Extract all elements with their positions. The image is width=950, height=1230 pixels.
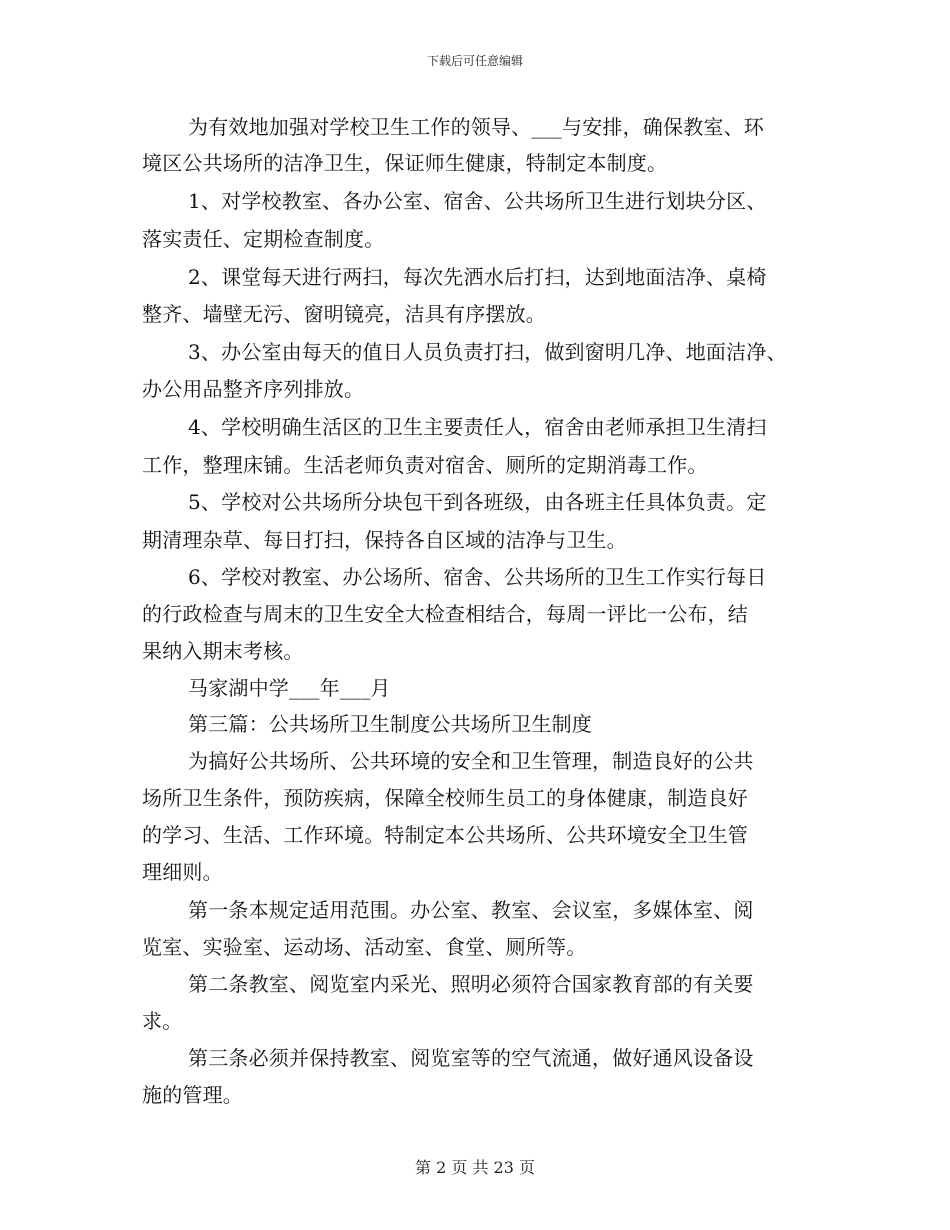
paragraph-line: 场所卫生条件，预防疾病，保障全校师生员工的身体健康，制造良好 [142, 786, 748, 810]
paragraph-line: 整齐、墙壁无污、窗明镜亮，洁具有序摆放。 [142, 302, 546, 326]
paragraph-line: 理细则。 [142, 860, 223, 884]
paragraph-line: 览室、实验室、运动场、活动室、食堂、厕所等。 [142, 935, 587, 959]
paragraph-line: 为有效地加强对学校卫生工作的领导、___与安排，确保教室、环 [188, 115, 764, 139]
paragraph-line: 第二条教室、阅览室内采光、照明必须符合国家教育部的有关要 [188, 972, 754, 996]
paragraph-line: 境区公共场所的洁净卫生，保证师生健康，特制定本制度。 [142, 151, 668, 175]
paragraph-line: 求。 [142, 1009, 183, 1033]
paragraph-line: 1、对学校教室、各办公室、宿舍、公共场所卫生进行划块分区、 [188, 189, 767, 213]
paragraph-line: 施的管理。 [142, 1083, 243, 1107]
paragraph-line: 的学习、生活、工作环境。特制定本公共场所、公共环境安全卫生管 [142, 823, 748, 847]
page-header: 下载后可任意编辑 [426, 54, 523, 68]
paragraph-line: 为搞好公共场所、公共环境的安全和卫生管理，制造良好的公共 [188, 749, 754, 773]
paragraph-line: 工作，整理床铺。生活老师负责对宿舍、厕所的定期消毒工作。 [142, 453, 708, 477]
paragraph-line: 6、学校对教室、办公场所、宿舍、公共场所的卫生工作实行每日 [188, 565, 767, 589]
paragraph-line: 的行政检查与周末的卫生安全大检查相结合，每周一评比一公布，结 [142, 602, 748, 626]
paragraph-line: 3、办公室由每天的值日人员负责打扫，做到窗明几净、地面洁净、 [188, 340, 787, 364]
paragraph-line: 第三条必须并保持教室、阅览室等的空气流通，做好通风设备设 [188, 1046, 754, 1070]
paragraph-line: 4、学校明确生活区的卫生主要责任人，宿舍由老师承担卫生清扫 [188, 415, 767, 439]
paragraph-line: 办公用品整齐序列排放。 [142, 377, 365, 401]
page-footer: 第 2 页 共 23 页 [415, 1158, 535, 1177]
paragraph-line: 2、课堂每天进行两扫，每次先洒水后打扫，达到地面洁净、桌椅 [188, 265, 767, 289]
paragraph-line: 落实责任、定期检查制度。 [142, 227, 385, 251]
paragraph-line: 第一条本规定适用范围。办公室、教室、会议室，多媒体室、阅 [188, 898, 754, 922]
paragraph-line: 果纳入期末考核。 [142, 639, 304, 663]
section-heading: 第三篇：公共场所卫生制度公共场所卫生制度 [188, 712, 592, 736]
paragraph-line: 5、学校对公共场所分块包干到各班级，由各班主任具体负责。定 [188, 490, 767, 514]
paragraph-line: 期清理杂草、每日打扫，保持各自区域的洁净与卫生。 [142, 528, 627, 552]
signature-line: 马家湖中学___年___月 [188, 676, 391, 700]
